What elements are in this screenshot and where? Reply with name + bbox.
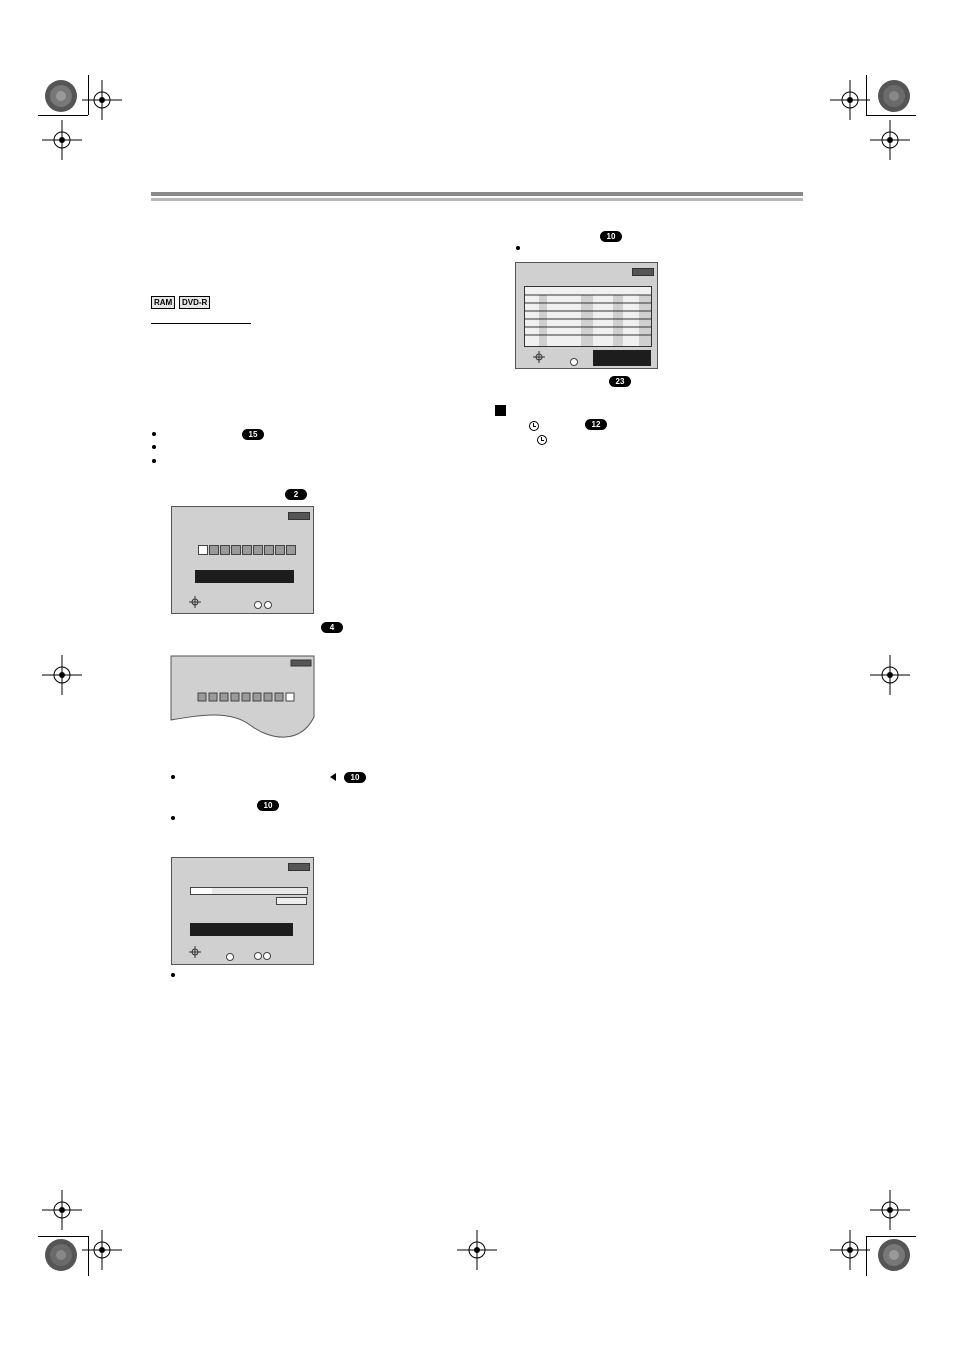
- digit-box: [253, 545, 263, 555]
- digit-box: [231, 545, 241, 555]
- digit-box: [286, 545, 296, 555]
- message-bar: [190, 923, 293, 936]
- color-target-icon: [877, 79, 911, 113]
- crop-line: [866, 115, 916, 116]
- screen-tab: [288, 863, 310, 871]
- digit-box: [209, 545, 219, 555]
- screen-tab: [632, 268, 654, 276]
- page-ref-badge: 15: [242, 429, 264, 440]
- screen-code-entry: [171, 506, 314, 614]
- left-triangle-icon: [329, 773, 337, 781]
- crop-line: [866, 1236, 867, 1276]
- dpad-icon: [189, 946, 201, 958]
- page-ref-badge: 12: [585, 419, 607, 430]
- screen-table: [515, 262, 658, 369]
- crop-line: [866, 75, 867, 115]
- digit-box: [220, 545, 230, 555]
- registration-mark-icon: [42, 1190, 82, 1230]
- page-ref-badge: 2: [285, 489, 307, 500]
- digit-box: [264, 545, 274, 555]
- button-circle-icon: [263, 952, 271, 960]
- digit-box: [275, 545, 285, 555]
- registration-mark-icon: [870, 120, 910, 160]
- progress-bar: [190, 887, 308, 895]
- button-circle-icon: [570, 358, 578, 366]
- page-ref-badge: 23: [609, 376, 631, 387]
- crop-line: [38, 1236, 88, 1237]
- registration-mark-icon: [457, 1230, 497, 1270]
- crop-line: [866, 1236, 916, 1237]
- crop-line: [38, 115, 88, 116]
- section-marker-icon: [495, 405, 506, 416]
- crop-line: [88, 75, 89, 115]
- clock-icon: [537, 435, 547, 445]
- page-ref-badge: 4: [321, 622, 343, 633]
- section-rule: [151, 323, 251, 324]
- bullet: [152, 445, 156, 449]
- page-ref-badge: 10: [600, 231, 622, 242]
- page-ref-badge: 10: [257, 800, 279, 811]
- crop-line: [88, 1236, 89, 1276]
- registration-mark-icon: [42, 120, 82, 160]
- ram-badge: RAM: [151, 296, 175, 309]
- color-target-icon: [44, 1238, 78, 1272]
- dvdr-badge: DVD-R: [179, 296, 210, 309]
- bullet: [171, 775, 175, 779]
- color-target-icon: [877, 1238, 911, 1272]
- bullet: [171, 816, 175, 820]
- screen-progress: [171, 857, 314, 965]
- message-bar: [195, 570, 294, 583]
- clock-icon: [529, 421, 539, 431]
- digit-box: [198, 545, 208, 555]
- header-bar-secondary: [151, 198, 803, 201]
- registration-mark-icon: [870, 655, 910, 695]
- data-table: [524, 286, 652, 347]
- screen-code-partial: [170, 655, 315, 739]
- small-button: [276, 897, 307, 905]
- dpad-icon: [533, 351, 545, 363]
- message-bar: [593, 350, 651, 366]
- bullet: [152, 432, 156, 436]
- bullet: [152, 459, 156, 463]
- digit-box: [242, 545, 252, 555]
- color-target-icon: [44, 79, 78, 113]
- button-circle-icon: [254, 952, 262, 960]
- screen-tab: [288, 512, 310, 520]
- button-circle-icon: [264, 601, 272, 609]
- button-circle-icon: [226, 953, 234, 961]
- registration-mark-icon: [42, 655, 82, 695]
- bullet: [171, 973, 175, 977]
- page-ref-badge: 10: [344, 772, 366, 783]
- registration-mark-icon: [830, 1230, 870, 1270]
- bullet: [516, 246, 520, 250]
- button-circle-icon: [254, 601, 262, 609]
- registration-mark-icon: [830, 80, 870, 120]
- header-bar: [151, 192, 803, 196]
- dpad-icon: [189, 596, 201, 608]
- registration-mark-icon: [870, 1190, 910, 1230]
